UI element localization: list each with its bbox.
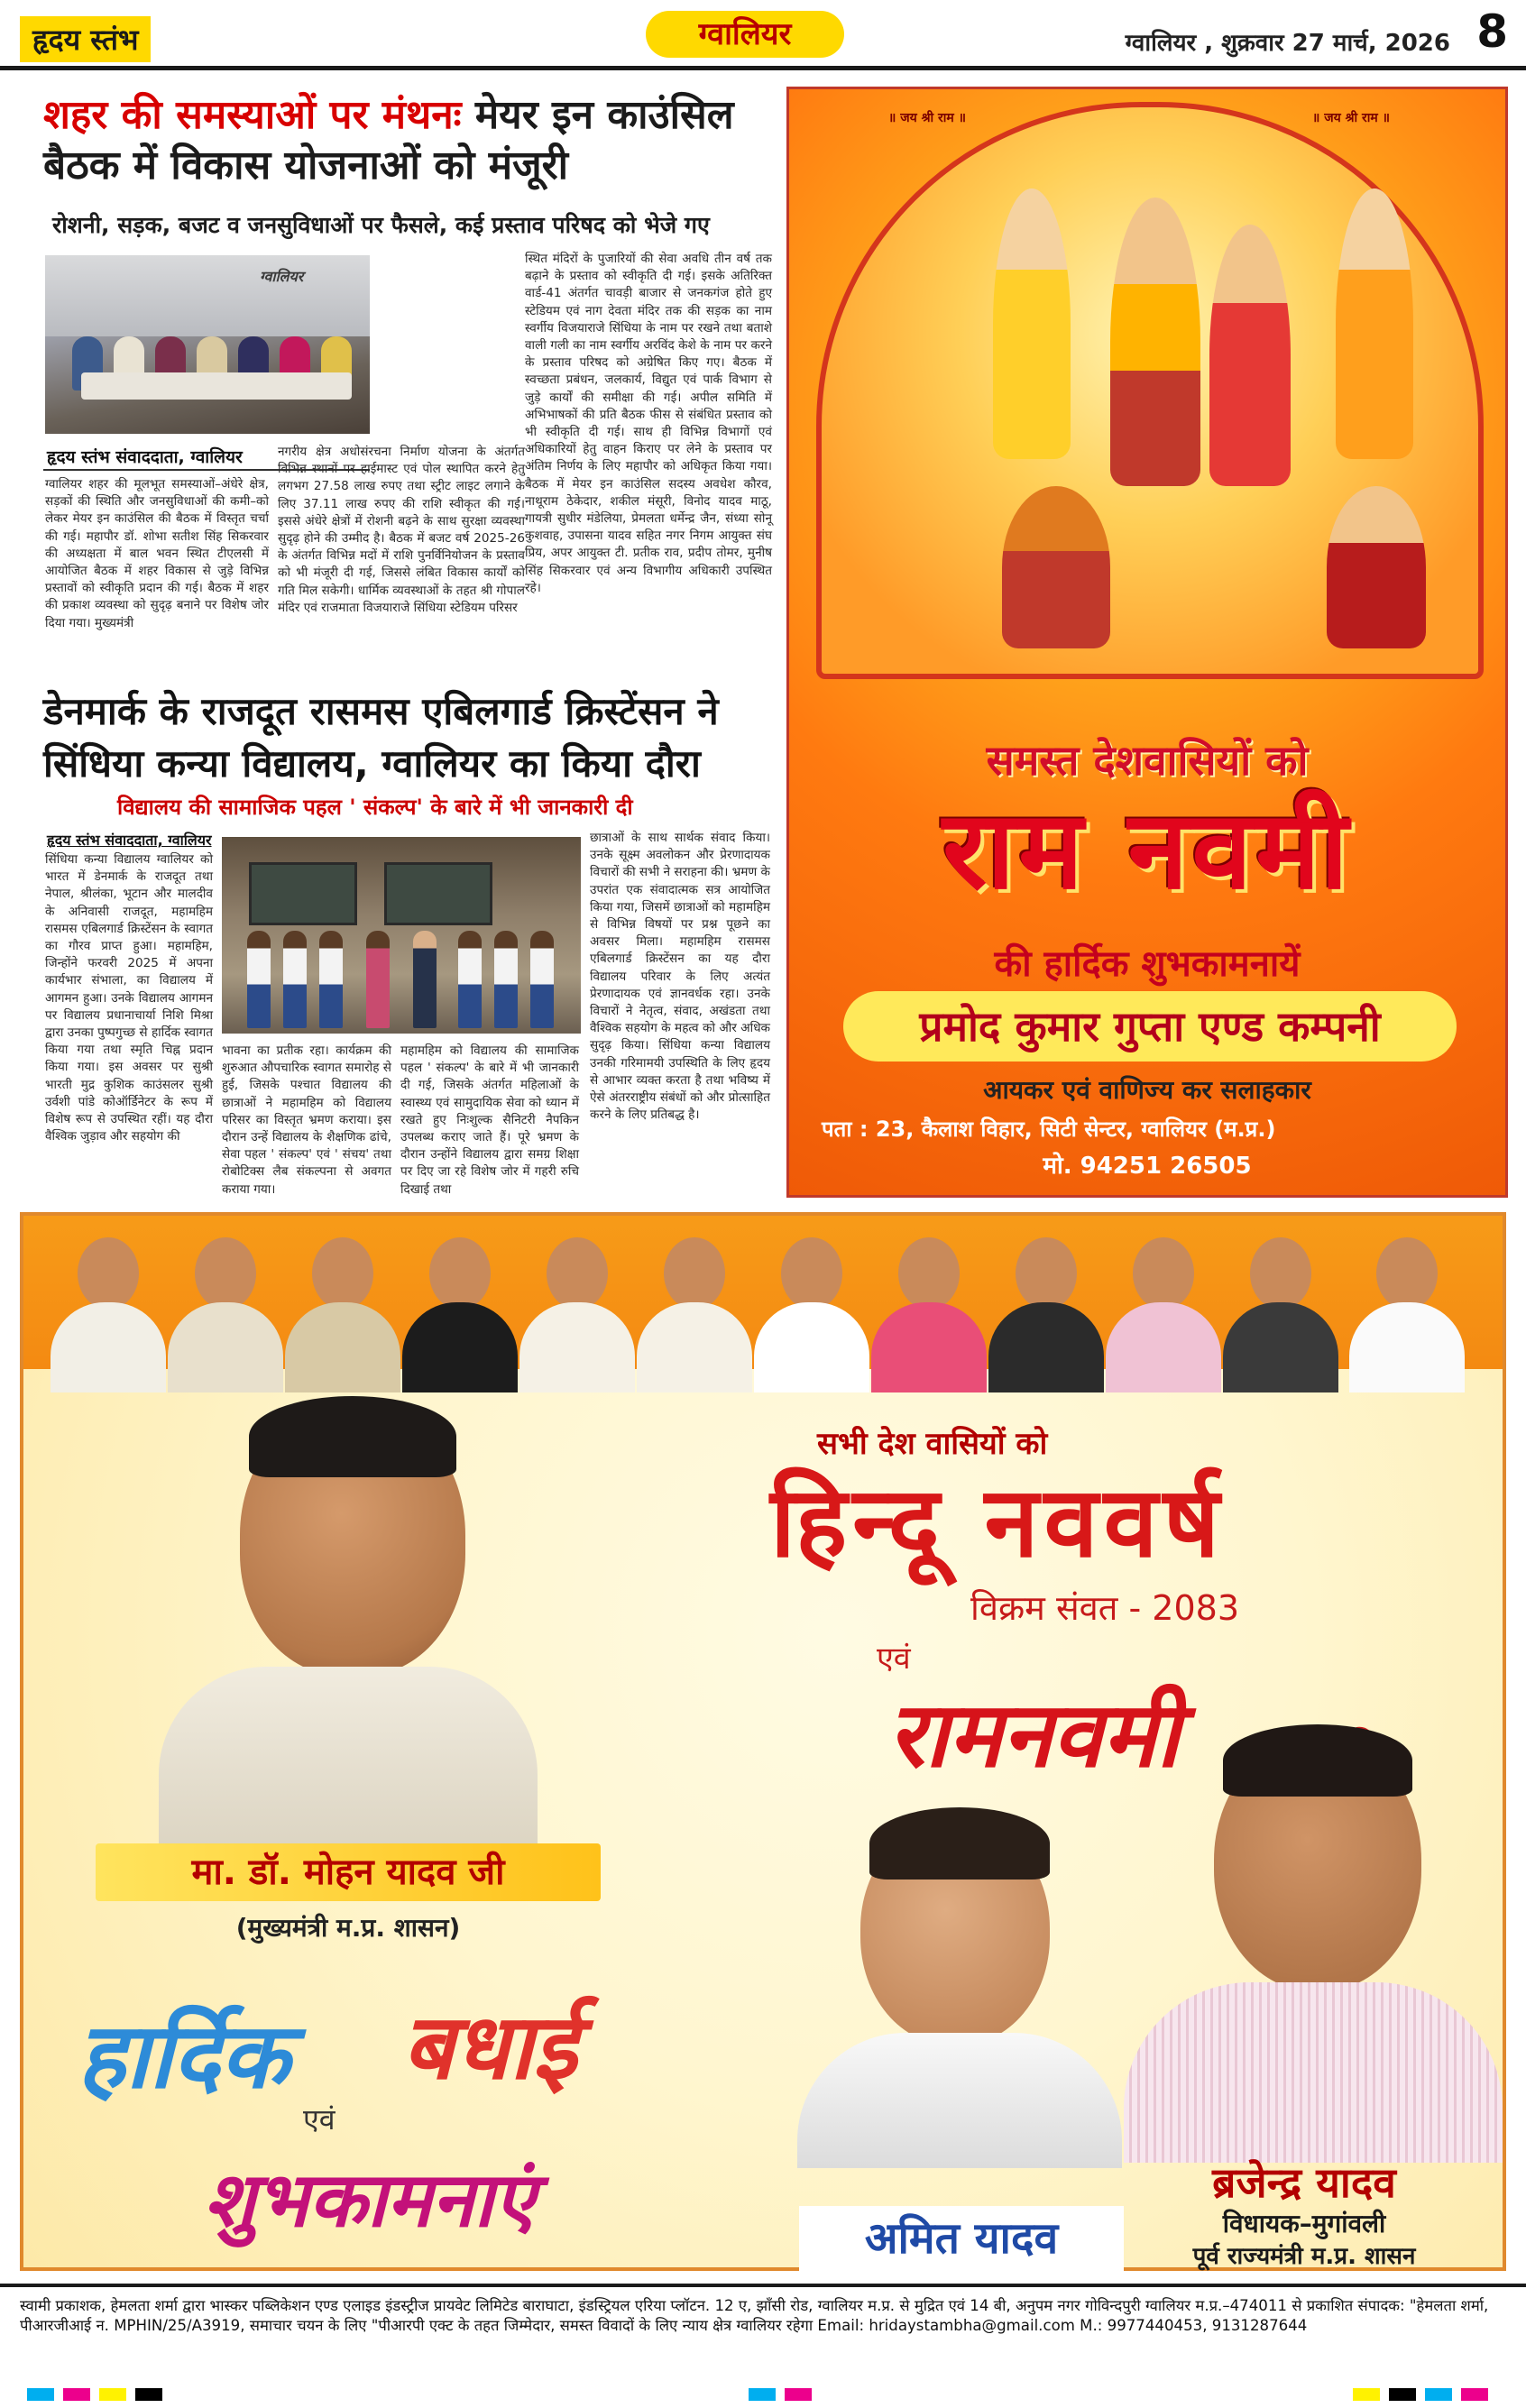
leader-photo <box>1223 1221 1338 1371</box>
ad1-firm-name: प्रमोद कुमार गुप्ता एण्ड कम्पनी <box>843 991 1457 1062</box>
registration-mark <box>63 2388 90 2401</box>
article1-headline-red: शहर की समस्याओं पर मंथनः <box>43 92 462 138</box>
hardik-text: हार्दिक <box>78 2002 290 2109</box>
photo-ambassador <box>413 931 437 1028</box>
ad1-wishes: की हार्दिक शुभकामनायें <box>994 943 1301 985</box>
brajendra-yadav-post: विधायक–मुगांवली <box>1222 2209 1386 2238</box>
color-registration-marks <box>0 2381 1526 2408</box>
leader-photo <box>519 1221 635 1371</box>
badhai-text: बधाई <box>402 1993 577 2100</box>
registration-mark <box>1425 2388 1452 2401</box>
vikram-samvat: विक्रम संवत - 2083 <box>970 1588 1240 1628</box>
article2-subhead: विद्यालय की सामाजिक पहल ' संकल्प' के बारे में भी जानकारी दी <box>117 795 633 820</box>
evam-text: एवं <box>877 1641 911 1677</box>
photo-student <box>247 931 271 1028</box>
leader-photo <box>871 1221 987 1371</box>
ram-navami-advertisement <box>786 87 1508 1198</box>
registration-mark <box>27 2388 54 2401</box>
ram-navami-title: रामनवमी <box>887 1681 1180 1788</box>
masthead <box>0 0 1526 70</box>
article1-column-2: नगरीय क्षेत्र अधोसंरचना निर्माण योजना के अंतर्गत विभिन्न स्थानों पर हाईमास्ट एवं पोल स्थापित करने हेतु लगभग 27.58 लाख रुपए तथा स्ट्रीट लाइट लगाने के लिए 37.11 लाख रुपए की राशि स्वीकृत की गई। इससे अंधेरे क्षेत्रों में रोशनी बढ़ने के साथ सुरक्षा व्यवस्था सुदृढ़ होने की उम्मीद है। बैठक में बजट वर्ष 2025-26 के अंतर्गत विभिन्न मदों में राशि पुनर्विनियोजन के प्रस्ताव को भी मंजूरी दी गई, जिससे लंबित विकास कार्यों को गति मिल सकेगी। धार्मिक व्यवस्थाओं के तहत श्री गोपाल मंदिर एवं राजमाता विजयाराजे सिंधिया स्टेडियम परिसर <box>278 445 525 615</box>
article2-column-1: सिंधिया कन्या विद्यालय ग्वालियर को भारत में डेनमार्क के राजदूत तथा नेपाल, श्रीलंका, भूटान और मालदीव के अनिवासी राजदूत, महामहिम रासमस एबिलगार्ड क्रिस्टेंसन के स्वागत का गौरव प्राप्त हुआ। महामहिम, जिन्होंने फरवरी 2025 में अपना कार्यभार संभाला, का विद्यालय में आगमन हुआ। उनके विद्यालय आगमन पर विद्यालय प्रधानाचार्या निशि मिश्रा द्वारा उनका पुष्पगुच्छ से हार्दिक स्वागत किया गया तथा स्मृति चिह्न प्रदान किया गया। इस अवसर पर सुश्री भारती मुद्र कुशिक काउंसलर सुश्री उर्वशी पांडे कोऑर्डिनेटर के रूप में विशेष रूप से उपस्थित रहीं। यह दौरा वैश्विक जुड़ाव और सहयोग की <box>45 852 213 1144</box>
registration-mark <box>749 2388 776 2401</box>
amit-yadav-portrait <box>797 1802 1122 2163</box>
registration-mark <box>1461 2388 1488 2401</box>
photo-student <box>458 931 482 1028</box>
leader-photo <box>285 1221 400 1371</box>
photo-student <box>494 931 518 1028</box>
registration-mark <box>1353 2388 1380 2401</box>
article2-photo <box>222 837 581 1034</box>
article2-column-3: महामहिम को विद्यालय की सामाजिक पहल ' संकल्प' के बारे में भी जानकारी दी गई, जिसके अंतर्गत महिलाओं के स्वास्थ्य एवं सामुदायिक सेवा को ध्यान में रखते हुए निःशुल्क सैनिटरी नैपकिन उपलब्ध कराए जाते हैं। पूरे भ्रमण के दौरान उन्होंने विद्यालय द्वारा समग्र शिक्षा पर दिए जा रहे विशेष जोर में गहरी रुचि दिखाई तथा <box>400 1043 579 1197</box>
mohan-yadav-portrait <box>159 1396 538 1883</box>
photo-wall-frame <box>249 862 357 925</box>
lakshman-figure <box>993 188 1071 459</box>
hindu-nav-varsh-title: हिन्दू नववर्ष <box>769 1466 1226 1579</box>
issue-date: ग्वालियर , शुक्रवार 27 मार्च, 2026 <box>1125 30 1450 57</box>
brajendra-yadav-former-post: पूर्व राज्यमंत्री म.प्र. शासन <box>1192 2243 1416 2270</box>
ad1-firm-description: आयकर एवं वाणिज्य कर सलाहकार <box>983 1075 1311 1105</box>
registration-mark <box>135 2388 162 2401</box>
photo-wall-frame <box>384 862 492 925</box>
ad1-ram-navami-title: राम नवमी <box>942 788 1352 914</box>
leader-photo <box>637 1221 752 1371</box>
article1-column-1: ग्वालियर शहर की मूलभूत समस्याओं–अंधेरे क्षेत्र, सड़कों की स्थिति और जनसुविधाओं की कमी–को लेकर मेयर इन काउंसिल की बैठक में विस्तृत चर्चा की गई। महापौर डॉ. शोभा सतीश सिंह सिकरवार की अध्यक्षता में बाल भवन स्थित टीएलसी में आयोजित बैठक में शहर विकास से जुड़े विभिन्न प्रस्तावों को स्वीकृति प्रदान की गई। बैठक में शहर की प्रकाश व्यवस्था को सुदृढ़ बनाने पर विशेष जोर दिया गया। मुख्यमंत्री <box>45 477 269 630</box>
ad2-greeting-line: सभी देश वासियों को <box>817 1426 1048 1462</box>
brajendra-yadav-name: ब्रजेन्द्र यादव <box>1212 2158 1396 2207</box>
article2-headline: डेनमार्क के राजदूत रासमस एबिलगार्ड क्रिस्टेंसन ने सिंधिया कन्या विद्यालय, ग्वालियर का किया दौरा <box>43 689 719 786</box>
leader-photo <box>168 1221 283 1371</box>
registration-mark <box>99 2388 126 2401</box>
section-name: ग्वालियर <box>646 11 844 58</box>
article1-photo <box>45 255 370 434</box>
ad1-mobile: मो. 94251 26505 <box>1043 1153 1252 1180</box>
article1-headline <box>43 90 765 191</box>
hindu-nav-varsh-advertisement <box>20 1212 1506 2271</box>
page-number: 8 <box>1476 5 1508 58</box>
article1-byline: हृदय स्तंभ संवाददाता, ग्वालियर <box>47 447 243 467</box>
leader-photo <box>988 1221 1104 1371</box>
bharat-figure <box>1336 188 1413 459</box>
ram-darbar-artwork <box>816 102 1484 679</box>
article2-column-2: भावना का प्रतीक रहा। कार्यक्रम की शुरुआत औपचारिक स्वागत समारोह से हुई, जिसके पश्चात विद्यालय की छात्राओं ने महामहिम को विद्यालय परिसर का विस्तृत भ्रमण कराया। इस दौरान उन्हें विद्यालय के शैक्षणिक ढांचे, सेवा पहल ' संकल्प' एवं ' संचय' तथा रोबोटिक्स लैब संकल्पना से अवगत कराया गया। <box>222 1043 391 1197</box>
leader-photo <box>402 1221 518 1371</box>
hanuman-figure <box>1002 486 1110 648</box>
article1-headline-black: मेयर इन काउंसिल बैठक में विकास योजनाओं को मंजूरी <box>43 92 734 188</box>
leader-photo <box>754 1221 869 1371</box>
newspaper-name: हृदय स्तंभ <box>20 16 151 62</box>
shatrughan-figure <box>1327 486 1426 648</box>
registration-mark <box>785 2388 812 2401</box>
ad1-greeting-line: समस्त देशवासियों को <box>986 736 1309 785</box>
article2-byline: हृदय स्तंभ संवाददाता, ग्वालियर <box>47 832 212 849</box>
mohan-yadav-name: मा. डॉ. मोहन यादव जी <box>96 1843 601 1901</box>
leader-photo <box>1349 1221 1465 1371</box>
evam-text-2: एवं <box>303 2102 336 2137</box>
photo-student <box>319 931 343 1028</box>
ram-figure <box>1110 198 1200 486</box>
brajendra-yadav-portrait <box>1124 1721 1503 2163</box>
ad1-address: पता : 23, कैलाश विहार, सिटी सेन्टर, ग्वालियर (म.प्र.) <box>822 1117 1276 1142</box>
article2-column-4: छात्राओं के साथ सार्थक संवाद किया। उनके सूक्ष्म अवलोकन और प्रेरणादायक विचारों की सभी ने सराहना की। भ्रमण के उपरांत एक संवादात्मक सत्र आयोजित किया गया, जिसमें छात्राओं को महामहिम से विभिन्न विषयों पर प्रश्न पूछने का अवसर मिला। महामहिम रासमस एबिलगार्ड क्रिस्टेंसन का यह दौरा विद्यालय परिवार के लिए अत्यंत प्रेरणादायक एवं ज्ञानवर्धक रहा। उनके विचारों ने नेतृत्व, संवाद, अखंडता तथा वैश्विक सहयोग के महत्व को और अधिक सुदृढ़ किया। सिंधिया कन्या विद्यालय उनकी गरिमामयी उपस्थिति के लिए हृदय से आभार व्यक्त करता है तथा भविष्य में ऐसे अंतरराष्ट्रीय संबंधों को और प्रोत्साहित करने के लिए प्रतिबद्ध है। <box>590 831 770 1123</box>
article1-column-3: स्थित मंदिरों के पुजारियों की सेवा अवधि तीन वर्ष तक बढ़ाने के प्रस्ताव को स्वीकृति दी गई। इसके अतिरिक्त वार्ड-41 अंतर्गत चावड़ी बाजार से जनकगंज होते हुए स्टेडियम एवं नाग देवता मंदिर तक की सड़क का नाम स्वर्गीय विजयाराजे सिंधिया के नाम पर रखने तथा बताशे वाली गली का नाम स्वर्गीय अरविंद केशे के नाम पर करने के प्रस्ताव परिषद को अग्रेषित किए गए। बैठक में स्वच्छता प्रबंधन, जलकार्य, विद्युत एवं पार्क विभाग से जुड़े कार्यों की समीक्षा की गई। अपील समिति में अभिभाषकों की प्रति बैठक फीस से संबंधित प्रस्ताव को भी स्वीकृति दी गई। साथ ही विभिन्न विभागों एवं अधिकारियों हेतु वाहन किराए पर लेने के प्रस्ताव पर अंतिम निर्णय के लिए महापौर को अधिकृत किया गया। बैठक में मेयर इन काउंसिल सदस्य अवधेश कौरव, नाथूराम ठेकेदार, शकील मंसूरी, विनोद यादव माठू, गायत्री सुधीर मंडेलिया, प्रेमलता धर्मेन्द्र जैन, संध्या सोनू कुशवाह, उपासना यादव सहित नगर निगम आयुक्त संघ प्रिय, अपर आयुक्त टी. प्रतीक राव, प्रदीप तोमर, मुनीष सिंह सिकरवार एवं अन्य विभागीय अधिकारी उपस्थित रहे। <box>525 252 772 595</box>
photo-banner-text: ग्वालियर <box>260 268 304 285</box>
photo-wall <box>45 255 370 336</box>
photo-table <box>81 372 352 400</box>
shubhkamnaye-text: शुभकामनाएं <box>204 2155 536 2244</box>
amit-yadav-name: अमित यादव <box>799 2206 1124 2271</box>
registration-mark <box>1389 2388 1416 2401</box>
print-line-footer: स्वामी प्रकाशक, हेमलता शर्मा द्वारा भास्कर पब्लिकेशन एण्ड एलाइड इंडस्ट्रीज प्रायवेट लिमिटेड बाराघाटा, इंडस्ट्रियल एरिया प्लॉटन. 12 ए, झाँसी रोड, ग्वालियर म.प्र. से मुद्रित एवं 14 बी, अनुपम नगर गोविन्दपुरी ग्वालियर म.प्र.–474011 से प्रकाशित संपादक: "हेमलता शर्मा, पीआरजीआई न. MPHIN/25/A3919, समाचार चयन के लिए "पीआरपी एक्ट के तहत जिम्मेदार, समस्त विवादों के लिए न्याय क्षेत्र ग्वालियर रहेगा Email: hridaystambha@gmail.com M.: 9977440453, 9131287644 <box>0 2284 1526 2383</box>
leader-photo <box>51 1221 166 1371</box>
leader-photo <box>1106 1221 1221 1371</box>
photo-student <box>283 931 307 1028</box>
jai-shri-ram-left: ॥ जय श्री राम ॥ <box>888 111 967 125</box>
photo-principal <box>366 931 390 1028</box>
jai-shri-ram-right: ॥ जय श्री राम ॥ <box>1312 111 1391 125</box>
photo-student <box>530 931 554 1028</box>
article1-subhead: रोशनी, सड़क, बजट व जनसुविधाओं पर फैसले, कई प्रस्ताव परिषद को भेजे गए <box>52 212 710 238</box>
sita-figure <box>1209 225 1291 486</box>
mohan-yadav-post: (मुख्यमंत्री म.प्र. शासन) <box>235 1913 461 1943</box>
